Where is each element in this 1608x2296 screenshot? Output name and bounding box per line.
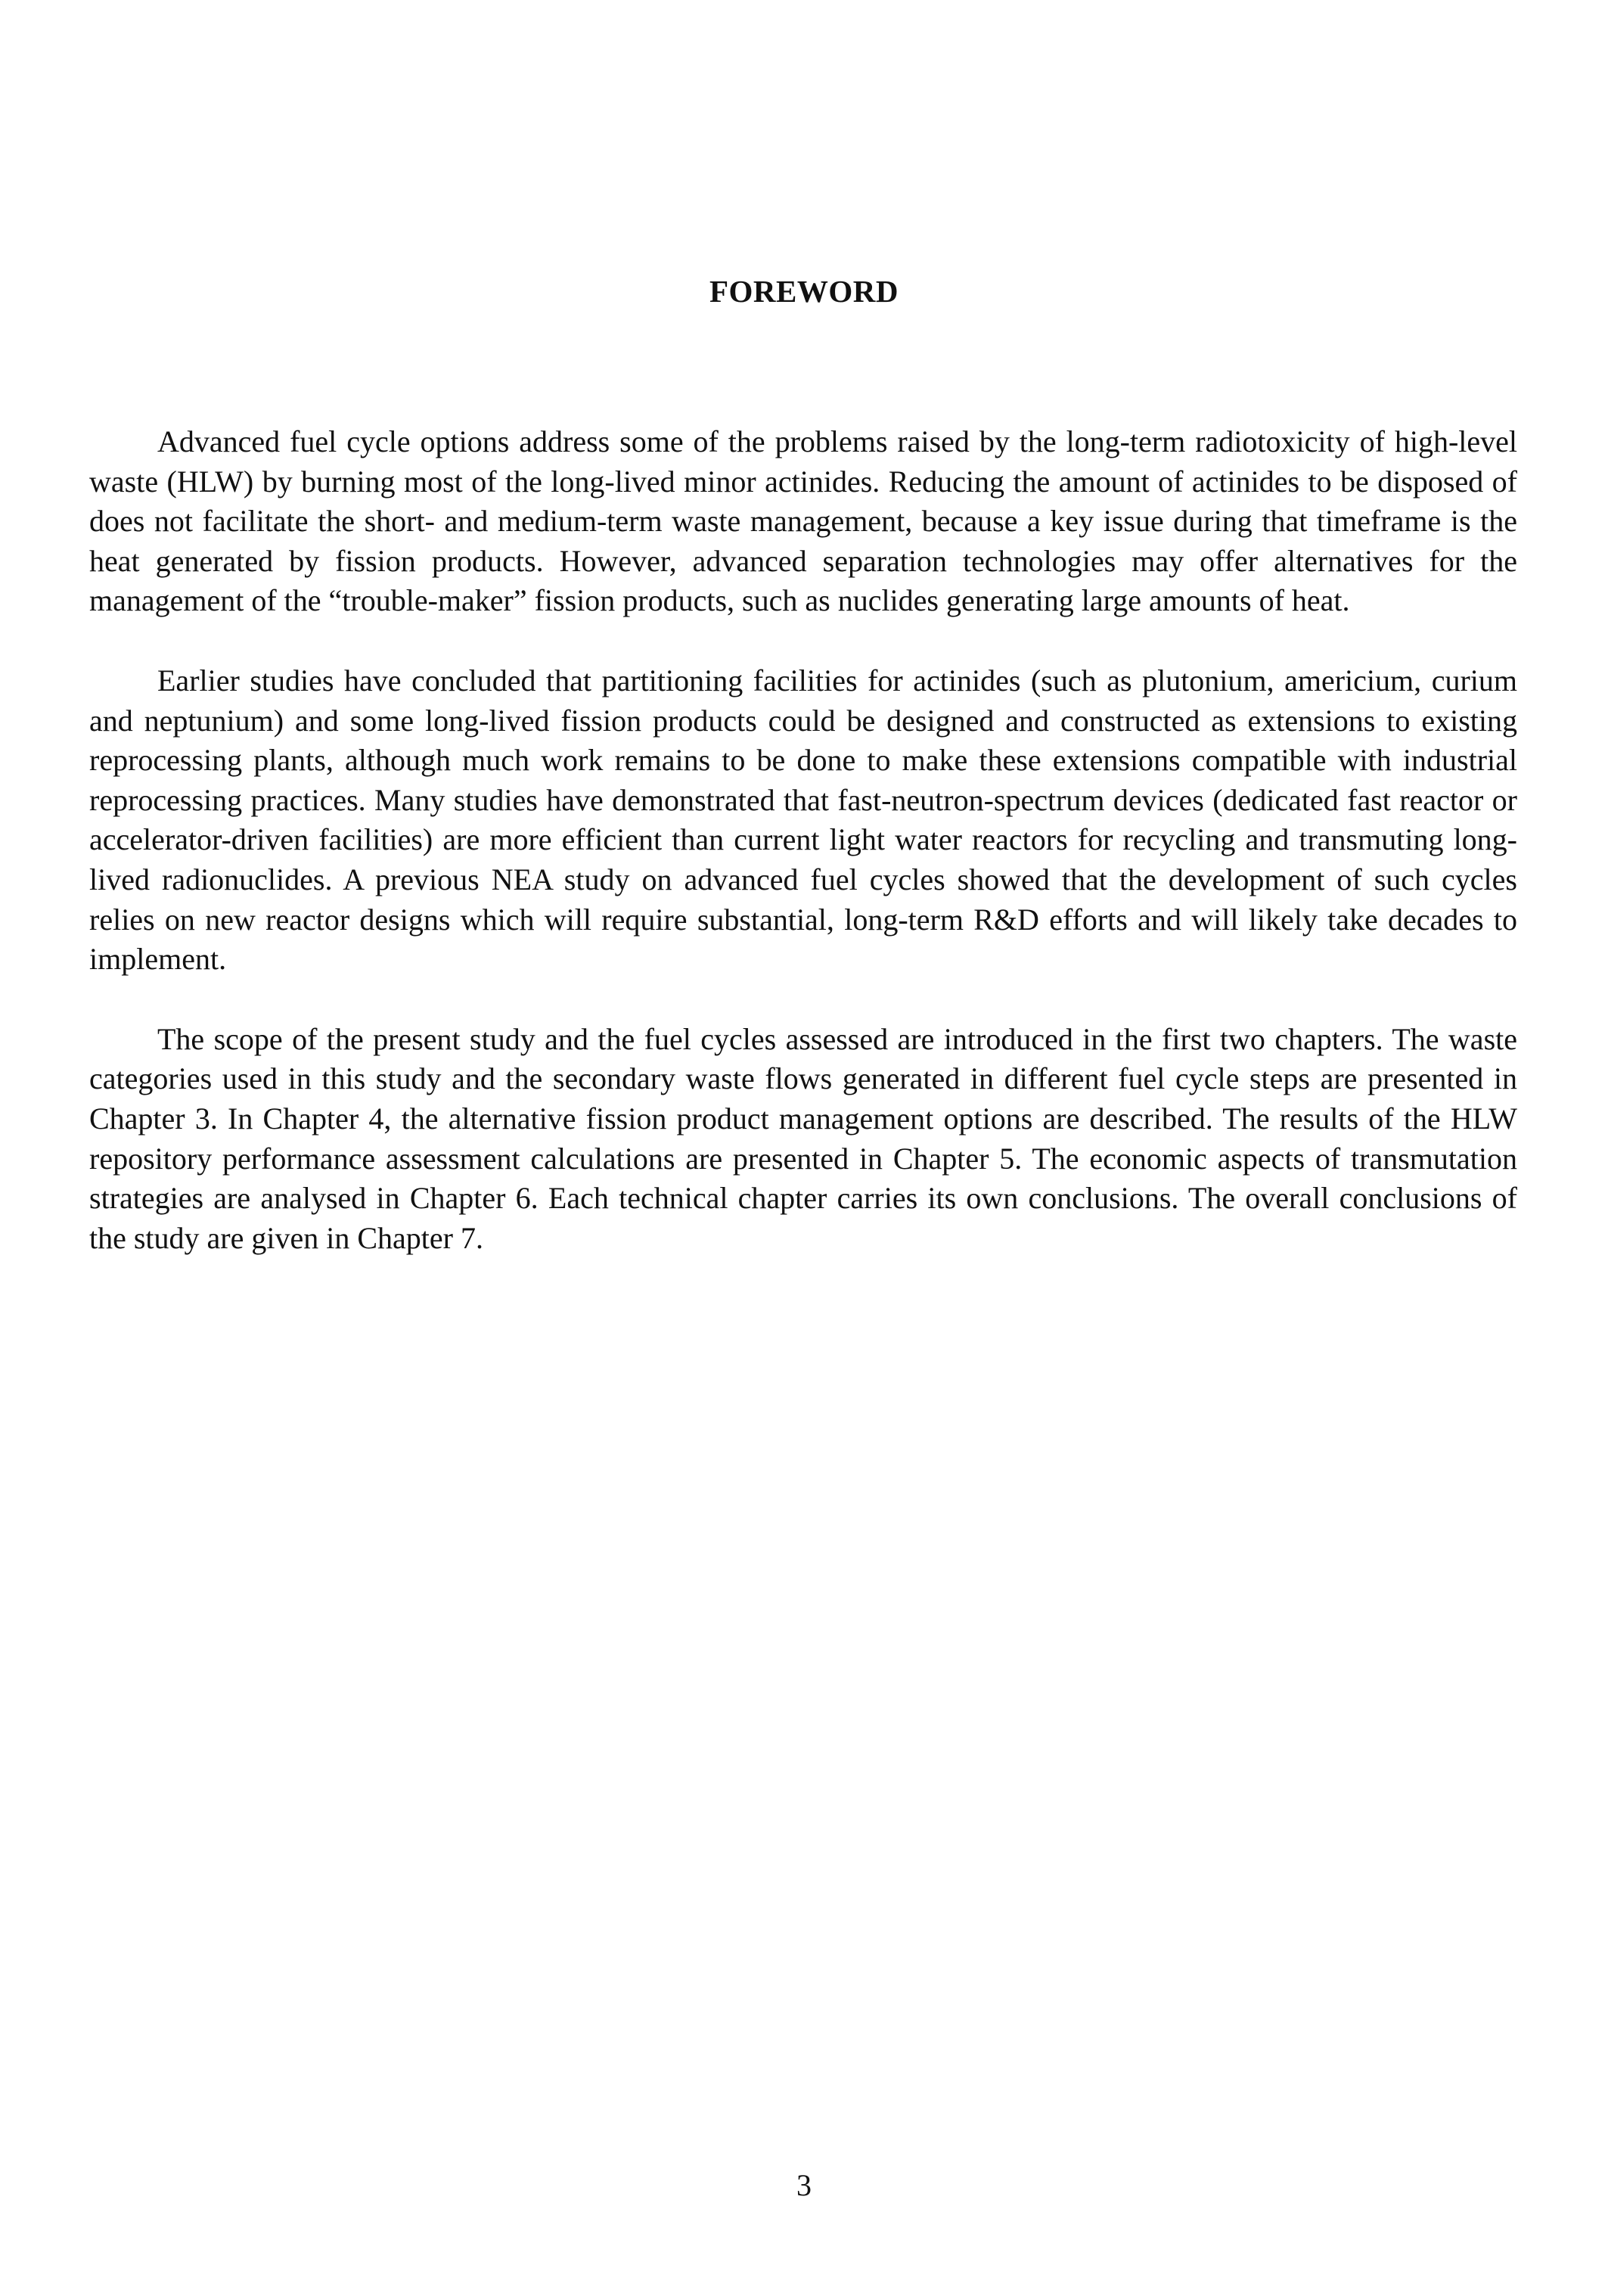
- page-number: 3: [796, 2168, 812, 2202]
- paragraph-2: Earlier studies have concluded that partitioning facilities for actinides (such as plutonium, americium, curium and neptunium) and some long-lived fission products could be designed and constructed as extensions to existing reprocessing plants, although much work remains to be done to make these extensions compatible with industrial reprocessing practices. Many studies have demonstrated that fast-neutron-spectrum devices (dedicated fast reactor or accelerator-driven facilities) are more efficient than current light water reactors for recycling and transmuting long-lived radionuclides. A previous NEA study on advanced fuel cycles showed that the development of such cycles relies on new reactor designs which will require substantial, long-term R&D efforts and will likely take decades to implement.: [89, 663, 1517, 977]
- paragraph-1: Advanced fuel cycle options address some of the problems raised by the long-term radiotoxicity of high-level waste (HLW) by burning most of the long-lived minor actinides. Reducing the amount of actinides to be disposed of does not facilitate the short- and medium-term waste management, because a key issue during that timeframe is the heat generated by fission products. However, advanced separation technologies may offer alternatives for the management of the “trouble-maker” fission products, such as nuclides generating large amounts of heat.: [89, 424, 1517, 618]
- foreword-body: [89, 422, 1517, 1298]
- page-title: FOREWORD: [709, 274, 899, 309]
- paragraph-3: The scope of the present study and the fuel cycles assessed are introduced in the first two chapters. The waste categories used in this study and the secondary waste flows generated in different fuel cycle steps are presented in Chapter 3. In Chapter 4, the alternative fission product management options are described. The results of the HLW repository performance assessment calculations are presented in Chapter 5. The economic aspects of transmutation strategies are analysed in Chapter 6. Each technical chapter carries its own conclusions. The overall conclusions of the study are given in Chapter 7.: [89, 1021, 1517, 1255]
